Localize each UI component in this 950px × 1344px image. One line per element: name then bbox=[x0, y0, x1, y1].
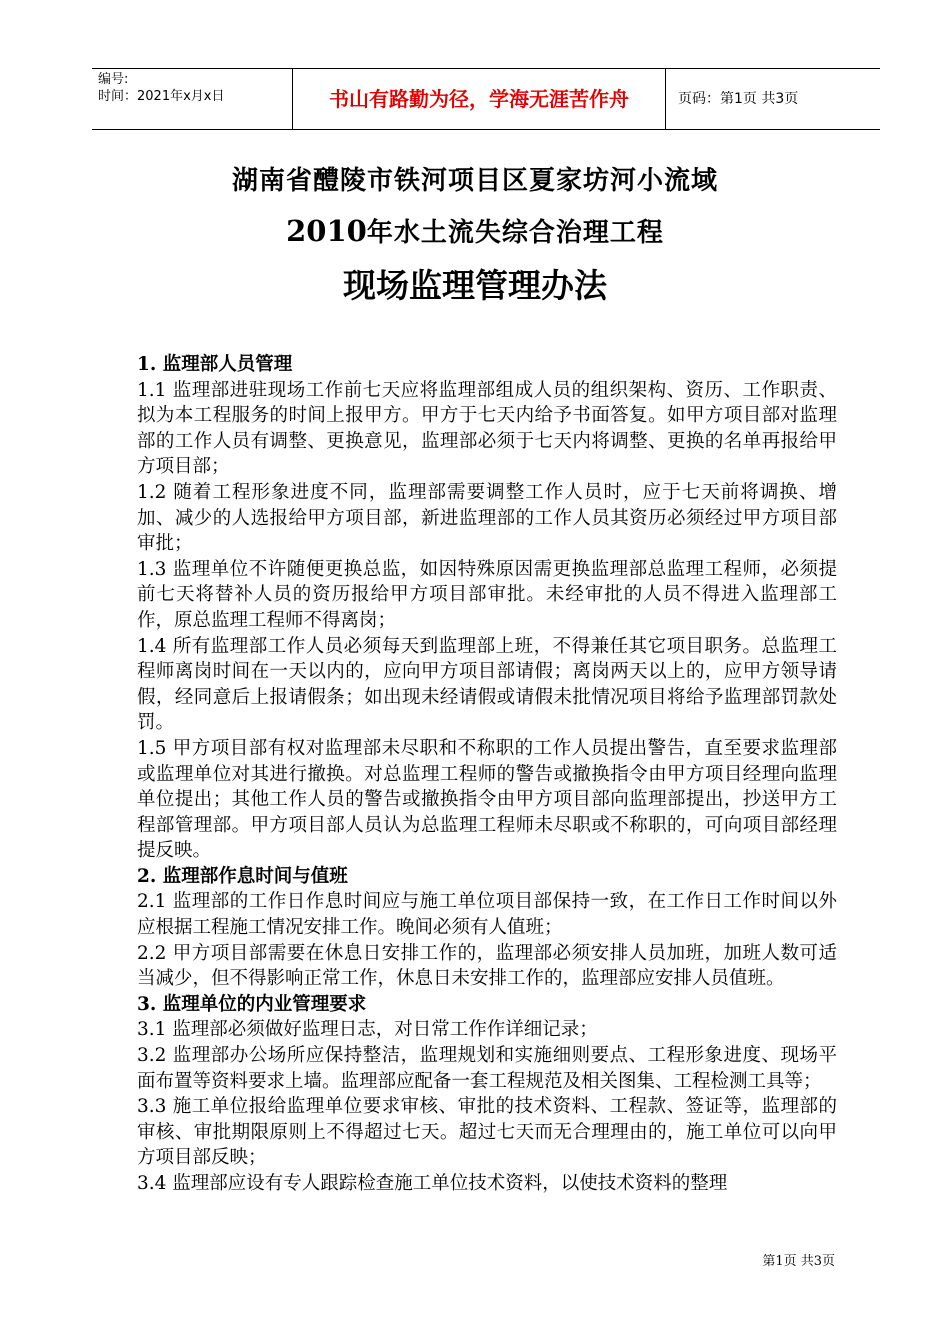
header-meta bbox=[92, 69, 293, 129]
paragraph: 3.1 监理部必须做好监理日志，对日常工作作详细记录； bbox=[137, 1019, 598, 1041]
title-year: 2010 bbox=[286, 214, 367, 248]
paragraph: 2.1 监理部的工作日作息时间应与施工单位项目部保持一致，在工作日工作时间以外应根据工程施工情况安排工作。晚间必须有人值班； bbox=[137, 891, 837, 939]
page-footer: 第1页 共3页 bbox=[762, 1254, 835, 1269]
paragraph: 3.3 施工单位报给监理单位要求审核、审批的技术资料、工程款、签证等，监理部的审核、审批期限原则上不得超过七天。超过七天而无合理理由的，施工单位可以向甲方项目部反映； bbox=[137, 1096, 837, 1169]
header-motto: 书山有路勤为径，学海无涯苦作舟 bbox=[293, 69, 666, 129]
header-page-info: 页码：第1页 共3页 bbox=[678, 91, 799, 107]
paragraph: 1.1 监理部进驻现场工作前七天应将监理部组成人员的组织架构、资历、工作职责、拟为本工程服务的时间上报甲方。甲方于七天内给予书面答复。如甲方项目部对监理部的工作人员有调整、更换意见，监理部必须于七天内将调整、更换的名单再报给甲方项目部； bbox=[137, 379, 837, 478]
title-line-2 bbox=[0, 212, 950, 249]
document-body bbox=[137, 352, 837, 1197]
document-title: 现场监理管理办法 bbox=[343, 266, 607, 305]
section-heading: 1. 监理部人员管理 bbox=[137, 354, 293, 375]
paragraph: 3.2 监理部办公场所应保持整洁，监理规划和实施细则要点、工程形象进度、现场平面布置等资料要求上墙。监理部应配备一套工程规范及相关图集、工程检测工具等； bbox=[137, 1045, 837, 1092]
time-label: 时间：2021年x月x日 bbox=[98, 89, 225, 104]
paragraph: 2.2 甲方项目部需要在休息日安排工作的，监理部必须安排人员加班，加班人数可适当减少，但不得影响正常工作，休息日未安排工作的，监理部应安排人员值班。 bbox=[137, 942, 837, 990]
paragraph: 1.3 监理单位不许随便更换总监，如因特殊原因需更换监理部总监理工程师，必须提前七天将替补人员的资历报给甲方项目部审批。未经审批的人员不得进入监理部工作，原总监理工程师不得离岗； bbox=[137, 558, 837, 631]
paragraph: 1.4 所有监理部工作人员必须每天到监理部上班，不得兼任其它项目职务。总监理工程师离岗时间在一天以内的，应向甲方项目部请假；离岗两天以上的，应甲方领导请假，经同意后上报请假条；如出现未经请假或请假未批情况项目将给予监理部罚款处罚。 bbox=[137, 635, 837, 734]
paragraph: 1.5 甲方项目部有权对监理部未尽职和不称职的工作人员提出警告，直至要求监理部或监理单位对其进行撤换。对总监理工程师的警告或撤换指令由甲方项目经理向监理单位提出；其他工作人员的警告或撤换指令由甲方项目部向监理部提出，抄送甲方工程部管理部。甲方项目部人员认为总监理工程师未尽职或不称职的，可向项目部经理提反映。 bbox=[137, 737, 837, 862]
section-heading: 2. 监理部作息时间与值班 bbox=[137, 865, 348, 887]
paragraph: 1.2 随着工程形象进度不同，监理部需要调整工作人员时，应于七天前将调换、增加、减少的人选报给甲方项目部，新进监理部的工作人员其资历必须经过甲方项目部审批； bbox=[137, 481, 837, 555]
section-heading: 3. 监理单位的内业管理要求 bbox=[137, 993, 367, 1015]
page-header bbox=[92, 68, 880, 130]
title-line-1: 湖南省醴陵市铁河项目区夏家坊河小流域 bbox=[231, 166, 718, 196]
paragraph: 3.4 监理部应设有专人跟踪检查施工单位技术资料，以使技术资料的整理 bbox=[137, 1173, 728, 1194]
code-label: 编号: bbox=[98, 72, 129, 87]
title-line-2-rest: 年水土流失综合治理工程 bbox=[366, 218, 664, 248]
